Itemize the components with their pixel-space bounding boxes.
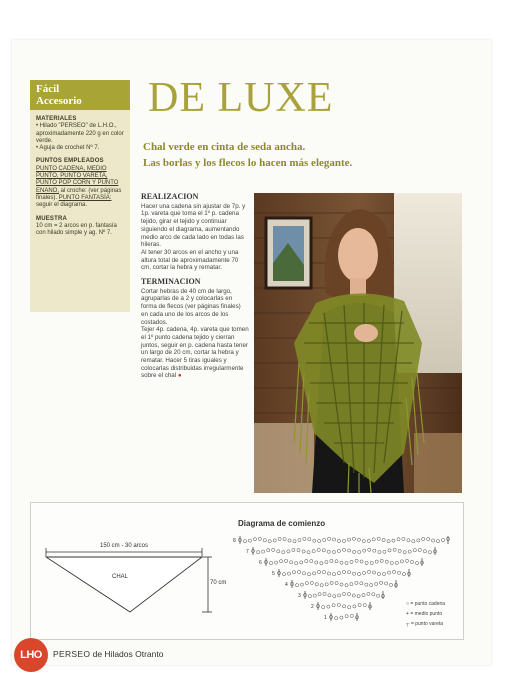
instructions-column [141,193,249,380]
chain-stitch [248,539,251,542]
sidebar-box [30,80,130,312]
chain-stitch [330,581,333,584]
chain-stitch [307,573,310,576]
chain-stitch [348,606,351,609]
chain-stitch [287,572,290,575]
chain-stitch [382,572,385,575]
chain-stitch [347,538,350,541]
realizacion-para-1: Hacer una cadena sin ajustar de 7p. y 1p. vareta que toma el 1º p. cadena tejido, girar el tejido y continuar siguiendo el diagrama, aumentando medio arco de cada lado en todas las hileras. [141,202,246,249]
materiales-item-2: • Aguja de crochet Nº 7. [36,145,100,152]
chain-stitch [330,559,333,562]
chain-stitch [417,539,420,542]
chain-stitch [418,548,421,551]
model-photo [254,193,462,493]
chain-stitch [327,572,330,575]
chain-stitch [315,583,318,586]
chain-stitch [262,550,265,553]
chain-stitch [358,603,361,606]
chain-stitch [362,540,365,543]
chain-stitch [370,584,373,587]
chain-stitch [352,572,355,575]
chain-stitch [387,571,390,574]
chain-stitch [300,561,303,564]
chain-stitch [313,594,316,597]
chain-stitch [335,582,338,585]
chain-stitch [355,581,358,584]
chain-stitch [292,571,295,574]
chain-stitch [337,539,340,542]
terminacion-para-1: Cortar hebras de 40 cm de largo, agruparlas de a 2 y colocarlas en forma de flecos (ver páginas finales) en cada uno de los arcos de los costados. [141,287,241,326]
chain-stitch [338,594,341,597]
chain-stitch [269,562,272,565]
width-label: 150 cm - 30 arcos [99,543,149,549]
terminacion-heading: TERMINACION [141,277,201,287]
chain-stitch [375,582,378,585]
chain-stitch [353,550,356,553]
chain-stitch [377,572,380,575]
chain-stitch [258,537,261,540]
chain-stitch [325,583,328,586]
diagram-legend [406,599,445,629]
row-number: 5 [272,571,275,577]
row-number: 1 [324,615,327,621]
chain-stitch [383,550,386,553]
chain-stitch [293,540,296,543]
legend-item-medio-punto: + = medio punto [406,611,443,617]
chain-stitch [342,605,345,608]
chain-stitch [327,550,330,553]
chain-stitch [357,595,360,598]
chain-stitch [370,561,373,564]
subtitle-line-1: Chal verde en cinta de seda ancha. [143,141,306,153]
materiales-heading: MATERIALES [36,116,77,122]
chain-stitch [377,537,380,540]
chain-stitch [377,594,380,597]
row-number: 3 [298,593,301,599]
chain-stitch [342,570,345,573]
sidebar-body [30,110,130,243]
chain-stitch [345,562,348,565]
chain-stitch [277,550,280,553]
chain-stitch [312,550,315,553]
chain-stitch [378,551,381,554]
chain-stitch [365,561,368,564]
chain-stitch [367,539,370,542]
chain-stitch [389,583,392,586]
chain-stitch [410,560,413,563]
chain-stitch [333,538,336,541]
chain-stitch [388,549,391,552]
chain-stitch [357,573,360,576]
chain-stitch [297,570,300,573]
row-number: 8 [233,538,236,544]
muestra-text: 10 cm = 2 arcos en p. fantasía con hilado simple y ag. Nº 7. [36,222,117,237]
realizacion-para-2: Al tener 30 arcos en el ancho y una altura total de aproximadamente 70 cm, cortar la hebra y rematar. [141,248,239,272]
chain-stitch [273,539,276,542]
chain-stitch [305,582,308,585]
chain-stitch [323,592,326,595]
chain-stitch [368,548,371,551]
chain-stitch [320,584,323,587]
chain-stitch [267,549,270,552]
chain-stitch [427,538,430,541]
chain-stitch [373,549,376,552]
chain-stitch [335,617,338,620]
chain-stitch [342,548,345,551]
sidebar-header [30,80,130,110]
row-number: 2 [311,604,314,610]
sidebar-header-line1: Fácil [36,83,60,95]
chain-stitch [295,584,298,587]
chain-stitch [360,582,363,585]
footer-credit [53,649,163,659]
chain-stitch [323,538,326,541]
legend-item-vareta: ┬ = punto vareta [406,621,444,627]
chain-stitch [392,539,395,542]
chain-stitch [358,550,361,553]
puntos-fantasia: PUNTO FANTASÍA: [58,194,112,201]
chain-stitch [272,548,275,551]
chain-stitch [360,560,363,563]
sidebar-header-line2: Accesorio [36,95,82,107]
row-number: 7 [246,549,249,555]
chain-stitch [397,571,400,574]
chain-stitch [243,540,246,543]
chain-stitch [290,561,293,564]
legend-vareta-label: = punto vareta [410,621,444,627]
puntos-stitches: PUNTO CADENA, MEDIO PUNTO, PUNTO VARETA, PUNTO POP CORN Y PUNTO ENANO, [36,165,119,194]
diagram-title: Diagrama de comienzo [238,519,326,528]
chain-stitch [313,539,316,542]
puntos-ref: al croche: (ver páginas finales). [36,187,122,201]
chain-stitch [352,537,355,540]
chain-stitch [350,614,353,617]
chain-stitch [432,539,435,542]
chain-stitch [337,549,340,552]
muestra-heading: MUESTRA [36,215,68,222]
footer-brand: PERSEO [53,649,91,659]
chain-stitch [317,570,320,573]
chain-stitch [353,605,356,608]
shawl-triangle [46,557,202,612]
chain-stitch [367,570,370,573]
chain-stitch [402,573,405,576]
chain-stitch [322,571,325,574]
chain-stitch [253,538,256,541]
terminacion-para-2-text: Tejer 4p. cadena, 4p. vareta que tomen el 1º punto cadena tejido y cierran juntos, seguir en p. cadena hasta tener un largo de 20 cm, cortar la hebra y rematar. Hacer 5 tiras iguales y colocarlas distribuidas irregularmente sobre el chal [141,326,249,380]
chain-stitch [348,549,351,552]
chain-stitch [441,539,444,542]
chain-stitch [362,571,365,574]
legend-medio-punto-label: = medio punto [410,611,443,617]
chain-stitch [337,572,340,575]
chain-stitch [327,605,330,608]
chain-stitch [328,537,331,540]
subtitle [143,139,443,171]
chain-stitch [372,593,375,596]
chain-stitch [263,539,266,542]
chain-stitch [328,594,331,597]
chain-stitch [400,560,403,563]
chain-stitch [292,548,295,551]
chain-stitch [332,573,335,576]
chain-stitch [312,572,315,575]
chain-stitch [357,538,360,541]
chain-stitch [308,538,311,541]
chain-stitch [393,548,396,551]
chain-stitch [398,549,401,552]
chain-stitch [422,537,425,540]
chain-stitch [352,594,355,597]
chain-stitch [382,538,385,541]
chain-stitch [308,595,311,598]
legend-item-cadena: ○ = punto cadena [406,601,446,607]
chain-stitch [342,592,345,595]
chain-stitch [310,560,313,563]
chain-stitch [415,562,418,565]
chain-stitch [392,570,395,573]
chain-stitch [380,581,383,584]
chain-stitch [310,581,313,584]
chain-stitch [408,550,411,553]
chain-stitch [315,561,318,564]
chain-stitch [372,538,375,541]
puntos-text [36,166,124,210]
chain-stitch [423,550,426,553]
chain-stitch [397,538,400,541]
chain-stitch [302,550,305,553]
chain-stitch [282,551,285,554]
chain-stitch [303,537,306,540]
chain-stitch [275,561,278,564]
chain-stitch [350,560,353,563]
chain-stitch [288,539,291,542]
chain-stitch [345,615,348,618]
chain-stitch [380,559,383,562]
puntos-heading: PUNTOS EMPLEADOS [36,158,104,165]
chain-stitch [285,559,288,562]
chain-stitch [413,549,416,552]
chain-stitch [428,551,431,554]
shawl-name-label: CHAL [111,574,129,580]
chain-stitch [282,573,285,576]
chain-stitch [283,538,286,541]
chain-stitch [362,594,365,597]
chain-stitch [412,540,415,543]
chain-stitch [280,560,283,563]
chain-stitch [268,540,271,543]
chain-stitch [320,562,323,565]
realizacion-heading: REALIZACION [141,192,199,201]
chain-stitch [437,540,440,543]
chain-stitch [322,606,325,609]
chain-stitch [365,583,368,586]
chain-stitch [332,604,335,607]
height-label: 70 cm [210,580,227,586]
chain-stitch [387,540,390,543]
chain-stitch [345,584,348,587]
chain-stitch [385,582,388,585]
subtitle-line-2: Las borlas y los flecos lo hacen más elegante. [143,157,353,169]
chain-stitch [347,571,350,574]
chain-stitch [278,537,281,540]
chain-stitch [295,562,298,565]
chain-stitch [300,583,303,586]
chain-stitch [340,616,343,619]
chain-stitch [355,559,358,562]
legend-cadena-label: = punto cadena [410,601,446,607]
chain-stitch [297,549,300,552]
footer-rest: de Hilados Otranto [90,649,164,659]
chain-stitch [367,592,370,595]
page-title: DE LUXE [148,75,334,121]
chain-stitch [403,551,406,554]
row-number: 4 [285,582,288,588]
chain-stitch [375,560,378,563]
chain-stitch [372,571,375,574]
chain-stitch [298,539,301,542]
chain-stitch [335,560,338,563]
chain-stitch [325,561,328,564]
chain-stitch [333,595,336,598]
chain-stitch [363,549,366,552]
materiales-item-1: • Hilado "PERSEO" de L.H.O., aproximadamente 220 g en color verde. [36,123,124,144]
chain-stitch [390,562,393,565]
chain-stitch [350,583,353,586]
chain-stitch [302,572,305,575]
puntos-fantasia-desc: seguir el diagrama. [36,202,88,209]
end-mark-icon: ● [177,372,182,380]
chain-stitch [407,539,410,542]
chain-stitch [318,540,321,543]
chain-stitch [318,593,321,596]
chain-stitch [287,550,290,553]
chain-stitch [385,560,388,563]
chain-stitch [337,603,340,606]
chain-stitch [307,551,310,554]
chain-stitch [257,551,260,554]
chain-stitch [322,549,325,552]
chain-stitch [342,539,345,542]
terminacion-para-2 [141,326,249,380]
lho-logo: LHO [14,638,48,672]
chain-stitch [332,551,335,554]
chain-stitch [340,561,343,564]
chain-stitch [317,548,320,551]
chain-stitch [363,604,366,607]
chain-stitch [347,593,350,596]
chain-stitch [405,559,408,562]
chain-stitch [402,537,405,540]
model-photo-illustration [254,193,462,493]
chain-stitch [305,559,308,562]
chain-stitch [340,583,343,586]
row-number: 6 [259,560,262,566]
chain-stitch [395,561,398,564]
